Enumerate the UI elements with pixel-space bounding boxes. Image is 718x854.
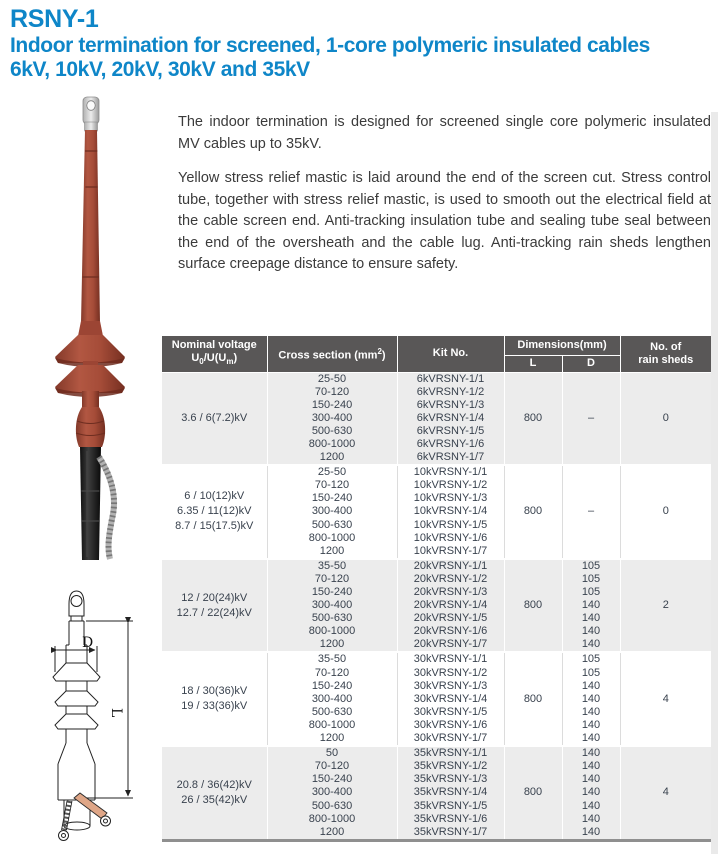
spec-table-wrap <box>162 336 711 842</box>
rain-sheds-cell: 0 <box>620 465 711 559</box>
kit-no-cell: 10kVRSNY-1/1 <box>397 465 504 479</box>
table-row <box>162 746 711 760</box>
kit-no-cell: 6kVRSNY-1/5 <box>397 425 504 438</box>
anti-tracking-tube <box>81 130 100 323</box>
kit-no-cell: 30kVRSNY-1/1 <box>397 652 504 666</box>
cross-section-cell: 800-1000 <box>267 625 397 638</box>
kit-no-cell: 35kVRSNY-1/2 <box>397 760 504 773</box>
col-header-l: L <box>504 355 562 372</box>
kit-no-cell: 20kVRSNY-1/3 <box>397 586 504 599</box>
dimension-d-cell: 140 <box>562 826 620 839</box>
kit-no-cell: 20kVRSNY-1/5 <box>397 612 504 625</box>
cross-section-cell: 25-50 <box>267 465 397 479</box>
intro-paragraph-2: Yellow stress relief mastic is laid around the end of the screen cut. Stress control tube, together with stress relief mastic, is used to smooth out the electrical field at the cable screen end. Anti-tracking insulation tube and sealing tube seal between the end of the oversheath and the cable lug. Anti-tracking rain sheds lengthen surface creepage distance to ensure safety. <box>178 170 711 272</box>
dimension-d-cell: 140 <box>562 786 620 799</box>
cross-section-cell: 1200 <box>267 545 397 559</box>
cross-section-cell: 800-1000 <box>267 438 397 451</box>
cross-section-cell: 300-400 <box>267 786 397 799</box>
cross-section-cell: 1200 <box>267 826 397 839</box>
kit-no-cell: 6kVRSNY-1/7 <box>397 451 504 465</box>
product-subtitle-line1: Indoor termination for screened, 1-core polymeric insulated cables <box>10 34 650 57</box>
kit-no-cell: 35kVRSNY-1/1 <box>397 746 504 760</box>
dimension-l-cell: 800 <box>504 559 562 653</box>
kit-no-cell: 30kVRSNY-1/5 <box>397 706 504 719</box>
dimension-d-cell: 105 <box>562 652 620 666</box>
table-row <box>162 372 711 386</box>
kit-no-cell: 10kVRSNY-1/6 <box>397 532 504 545</box>
kit-no-cell: 30kVRSNY-1/2 <box>397 667 504 680</box>
kit-no-cell: 35kVRSNY-1/7 <box>397 826 504 839</box>
dimension-d-cell: – <box>562 372 620 465</box>
col-header-dimensions: Dimensions(mm) <box>504 336 620 355</box>
kit-no-cell: 6kVRSNY-1/6 <box>397 438 504 451</box>
dimension-d-cell: 140 <box>562 706 620 719</box>
dimension-d-cell: 140 <box>562 746 620 760</box>
kit-no-cell: 30kVRSNY-1/7 <box>397 732 504 746</box>
dimension-d-cell: 140 <box>562 800 620 813</box>
col-header-cross-section: Cross section $(mm^2)$ <box>267 336 397 372</box>
kit-no-cell: 10kVRSNY-1/5 <box>397 519 504 532</box>
kit-no-cell: 30kVRSNY-1/3 <box>397 680 504 693</box>
kit-no-cell: 35kVRSNY-1/4 <box>397 786 504 799</box>
dimension-l-cell: 800 <box>504 746 562 839</box>
product-model: RSNY-1 <box>10 5 99 33</box>
cross-section-cell: 35-50 <box>267 559 397 573</box>
dimension-d-cell: 140 <box>562 773 620 786</box>
cross-section-cell: 150-240 <box>267 773 397 786</box>
kit-no-cell: 35kVRSNY-1/6 <box>397 813 504 826</box>
cross-section-cell: 800-1000 <box>267 532 397 545</box>
kit-no-cell: 20kVRSNY-1/2 <box>397 573 504 586</box>
kit-no-cell: 20kVRSNY-1/6 <box>397 625 504 638</box>
dimension-l-cell: 800 <box>504 372 562 465</box>
dimension-d-cell: 105 <box>562 573 620 586</box>
kit-no-cell: 20kVRSNY-1/1 <box>397 559 504 573</box>
voltage-cell: 12 / 20(24)kV 12.7 / 22(24)kV <box>162 559 267 653</box>
kit-no-cell: 20kVRSNY-1/4 <box>397 599 504 612</box>
dimension-d-cell: – <box>562 465 620 559</box>
cross-section-cell: 300-400 <box>267 412 397 425</box>
rain-sheds-cell: 0 <box>620 372 711 465</box>
voltage-cell: 3.6 / 6(7.2)kV <box>162 372 267 465</box>
kit-no-cell: 6kVRSNY-1/3 <box>397 399 504 412</box>
intro-paragraph-1: The indoor termination is designed for screened single core polymeric insulated MV cables up to 35kV. <box>178 114 711 152</box>
cross-section-cell: 500-630 <box>267 425 397 438</box>
kit-no-cell: 6kVRSNY-1/1 <box>397 372 504 386</box>
dimension-d-cell: 105 <box>562 586 620 599</box>
diagram-rain-shed <box>55 714 98 729</box>
cross-section-cell: 500-630 <box>267 706 397 719</box>
cross-section-cell: 150-240 <box>267 492 397 505</box>
spec-table <box>162 336 711 839</box>
cross-section-cell: 35-50 <box>267 652 397 666</box>
kit-no-cell: 30kVRSNY-1/6 <box>397 719 504 732</box>
spec-table-body <box>162 372 711 839</box>
kit-no-cell: 10kVRSNY-1/4 <box>397 505 504 518</box>
cross-section-cell: 500-630 <box>267 519 397 532</box>
dimension-d-cell: 105 <box>562 667 620 680</box>
kit-no-cell: 6kVRSNY-1/2 <box>397 386 504 399</box>
dimension-d-cell: 140 <box>562 732 620 746</box>
dimension-l-cell: 800 <box>504 465 562 559</box>
diagram-rain-shed <box>53 663 100 681</box>
diagram-label-l: L <box>108 708 124 718</box>
rain-sheds-cell: 4 <box>620 652 711 746</box>
dimension-diagram <box>12 588 157 854</box>
cross-section-cell: 150-240 <box>267 586 397 599</box>
termination-photo <box>8 95 168 582</box>
cross-section-cell: 70-120 <box>267 479 397 492</box>
voltage-cell: 20.8 / 36(42)kV 26 / 35(42)kV <box>162 746 267 839</box>
kit-no-cell: 10kVRSNY-1/2 <box>397 479 504 492</box>
kit-no-cell: 30kVRSNY-1/4 <box>397 693 504 706</box>
dimension-d-cell: 140 <box>562 680 620 693</box>
product-subtitle-line2: 6kV, 10kV, 20kV, 30kV and 35kV <box>10 58 310 81</box>
kit-no-cell: 35kVRSNY-1/3 <box>397 773 504 786</box>
cross-section-cell: 1200 <box>267 732 397 746</box>
col-header-rain-sheds: No. of rain sheds <box>620 336 711 372</box>
cross-section-cell: 70-120 <box>267 573 397 586</box>
table-row <box>162 559 711 573</box>
dimension-d-cell: 140 <box>562 813 620 826</box>
cross-section-cell: 300-400 <box>267 505 397 518</box>
cross-section-cell: 70-120 <box>267 760 397 773</box>
rain-sheds-cell: 2 <box>620 559 711 653</box>
dimension-l-cell: 800 <box>504 652 562 746</box>
cross-section-cell: 300-400 <box>267 693 397 706</box>
col-header-voltage: Nominal voltage $U_0/U(U_m)$ <box>162 336 267 372</box>
cross-section-cell: 300-400 <box>267 599 397 612</box>
dimension-d-cell: 140 <box>562 599 620 612</box>
cross-section-cell: 25-50 <box>267 372 397 386</box>
cross-section-cell: 800-1000 <box>267 719 397 732</box>
cross-section-cell: 70-120 <box>267 667 397 680</box>
cross-section-cell: 500-630 <box>267 800 397 813</box>
col-header-kit-no: Kit No. <box>397 336 504 372</box>
cross-section-cell: 50 <box>267 746 397 760</box>
kit-no-cell: 6kVRSNY-1/4 <box>397 412 504 425</box>
cross-section-cell: 1200 <box>267 451 397 465</box>
diagram-label-d: D <box>82 635 94 651</box>
cross-section-cell: 1200 <box>267 638 397 652</box>
kit-no-cell: 10kVRSNY-1/3 <box>397 492 504 505</box>
kit-no-cell: 10kVRSNY-1/7 <box>397 545 504 559</box>
dimension-d-cell: 140 <box>562 719 620 732</box>
kit-no-cell: 20kVRSNY-1/7 <box>397 638 504 652</box>
cross-section-cell: 70-120 <box>267 386 397 399</box>
voltage-cell: 6 / 10(12)kV 6.35 / 11(12)kV 8.7 / 15(17.5)kV <box>162 465 267 559</box>
diagram-braid-strap <box>64 801 70 830</box>
cross-section-cell: 150-240 <box>267 680 397 693</box>
cross-section-cell: 500-630 <box>267 612 397 625</box>
dimension-d-cell: 140 <box>562 760 620 773</box>
page-edge-shading <box>711 112 718 854</box>
cable-oversheath <box>80 447 101 560</box>
dimension-d-cell: 140 <box>562 612 620 625</box>
title-block <box>10 4 714 82</box>
dimension-d-cell: 140 <box>562 638 620 652</box>
dimension-d-cell: 105 <box>562 559 620 573</box>
kit-no-cell: 35kVRSNY-1/5 <box>397 800 504 813</box>
voltage-cell: 18 / 30(36)kV 19 / 33(36)kV <box>162 652 267 746</box>
intro-text <box>178 112 711 289</box>
table-row <box>162 652 711 666</box>
table-row <box>162 465 711 479</box>
cross-section-cell: 150-240 <box>267 399 397 412</box>
rain-sheds-cell: 4 <box>620 746 711 839</box>
cross-section-cell: 800-1000 <box>267 813 397 826</box>
dimension-d-cell: 140 <box>562 625 620 638</box>
diagram-rain-shed <box>55 691 98 706</box>
dimension-d-cell: 140 <box>562 693 620 706</box>
col-header-d: D <box>562 355 620 372</box>
